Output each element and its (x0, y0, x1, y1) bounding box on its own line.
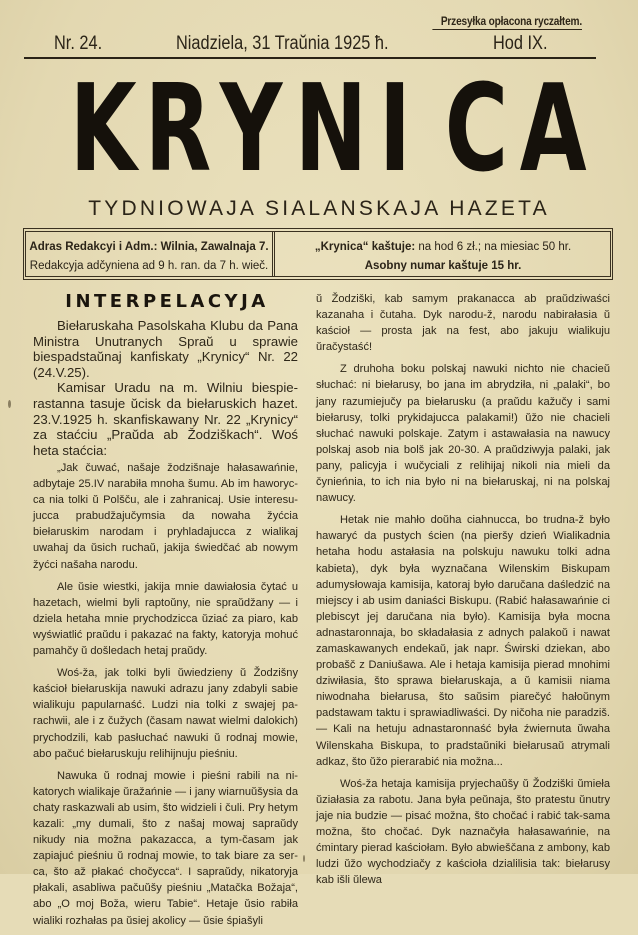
paragraph: Woś-ža hetaja kamisija pryjechaŭšy ŭ Žodziški ŭmieła ŭziałasia za rabotu. Jana była peŭnaja, što pratestu ŭnutry jaje nia budzie — pisać možna, što chočać i rabić tak-sama možna, što chočać. Dyk naznačyła hałasawańnie, na ćmintary pierad kaściołam. Było abwieščana z ambony, kab ludzi ŭžo wychodziačy z kaścioła dzialilisia tak: biełarusy kab išli ŭlewa (316, 777, 610, 887)
info-box (23, 228, 613, 280)
price-label: „Krynica“ kaštuje: (314, 241, 416, 253)
paragraph: Z druhoha boku polskaj nawuki nichto nie chacieŭ słuchać: ni biełarusy, bo jana im abrydziła, ni „palaki“, bo jany razumiejučy pa biełarusku (a praŭdu kažučy i sami biełarusy, tolki prykidajucca palakami!) ŭžo nie chacieli słuchać nawuki polskaje. Zatym i astawałasia na nawucy polskaj asob nia bolš jak 20-30. A praŭdziwyja palaki, jak pany, palicyja i wučyciali z relihijaj nikoli nia mieli da čynieńnia, to ich nia było ni na biełaruskaj, ni na polskaj nawucy. (316, 363, 610, 505)
article-intro (33, 318, 298, 458)
editorial-address: Adras Redakcyi i Adm.: Wilnia, Zawalnaja 7. (29, 241, 269, 253)
title-letter: N (294, 60, 368, 199)
paragraph: Nawuka ŭ rodnaj mowie i pieśni rabili na nikatorych wialikaje ŭražańnie — i jany wiarnuŭšysia da chaty raskazwali ab usim, što widzieli i čuli. Pry hetym kazali: „my dumali, što z našaj mowaj sapraŭdy nikudy nia možna pakazacca, a tym-časam jak zapiajuć pieśniu ŭ rodnaj mowie, to tak biare za serca, što až płakać chočycca“. I sapraŭdy, nikatoryja płakali, asabliwa pačuŭšy pieśniu „Matačka Božaja“, abo „O moj Boža, wieru Tabie“. Hetaje ŭsio rabiła wialiki rozhałas pa ŭsiej akolicy — ŭsie śpiašyli (33, 769, 298, 927)
single-issue-price: Asobny numar kaštuje 15 hr. (364, 260, 522, 272)
office-hours: Redakcyja adčyniena ad 9 h. ran. da 7 h. wieč. (29, 260, 269, 272)
intro-paragraph: Kamisar Uradu na m. Wilniu biespierastanna tasuje ŭcisk da biełaruskich hazet. 23.V.1925 h. skanfiskawany Nr. 22 „Krynicy“ za staćciu „Praŭda ab Žodziškach“. Woś heta staćcia: (33, 380, 298, 458)
paragraph: ŭ Žodziški, kab samym prakanacca ab praŭdziwaści kazanaha i čutaha. Dyk narodu-ž, narodu nabirałasia ŭ kaścioł — prosta jak na fest, abo jakuju wialikuju ŭračystaść! (316, 293, 610, 354)
subscription-info (278, 238, 608, 276)
title-letter: I (378, 60, 412, 199)
dateline (24, 33, 596, 59)
paper-blemish (8, 400, 11, 408)
newspaper-title (60, 60, 587, 199)
title-letter: K (69, 60, 137, 199)
price-text: na hod 6 zł.; na miesiac 50 hr. (415, 241, 572, 253)
paragraph: Ale ŭsie wiestki, jakija mnie dawiałosia čytać u hazetach, wielmi byli raptoŭny, nie spraŭdžany — i dziela hetaha mnie prychodzicca ŭziać za piaro, kab wyświatlić praŭdu i pakazać na fakty, katoryja mohuć pamahčy ŭ došledach hetaj praŭdy. (33, 580, 298, 658)
paragraph: „Jak čuwać, našaje žodzišnaje hałasawańnie, adbytaje 25.IV narabiła mnoha šumu. Ab im haworycca nia tolki ŭ Polšču, ale i zahranicaj. Usie interesujucca prabudžajučymsia da nowaha žyćcia biełaruskim narodam i pryhladajucca z wialikaj uwahaj da ŭsich ruchaŭ, jakija świedčać ab nowym žyćci našaha narodu. (33, 462, 298, 571)
title-letter: C (444, 60, 509, 199)
newspaper-subtitle: TYDNIOWAJA SIALANSKAJA HAZETA (88, 197, 550, 220)
paragraph: Hetak nie mahło doŭha ciahnucca, bo trudna-ž było hawaryć da pustych ścien (na pieršy dzień Wialikadnia hetaha hodu astałasia na polskuju nawuku tolki adna kabieta), dyk była wyznačana Wilenskim Biskupam adumysłowaja kamisija, katoraj było daručana daśledzić na miejscy i ab usim daniaści Biskupu. (Rabić hałasawańnie ci plebiscyt jej daručana nia było). Kamisija była mocna adnastaronnaja, bo składałasia z adnych palakoŭ i nawat zamaskawanych endekaŭ, jak napr. Świrski dziekan, abo probašč z Daniušawa. Ale i hetaja kamisija pierad mnohimi dziwiłasia, što sprawa biełaruskaja, a ŭ kamisii niama niwodnaha biełarusa, što saŭsim piarečyć hałoŭnym padstawam taktu i sprawiadliwaści. Dy ničoha nie paradziš. — Kali na hetuju adnastaronnaść była źwiernuta ŭwaha Wilenskaha Biskupa, to pradstaŭniki biełarusaŭ atrymali adkaz, što ŭžo pierarabić nia možna... (316, 514, 610, 768)
editorial-info (26, 238, 272, 276)
issue-date: Niadziela, 31 Traŭnia 1925 ħ. (176, 33, 389, 54)
postage-note: Przesyłka opłacona ryczałtem. (432, 16, 582, 30)
subscription-price (278, 238, 608, 257)
article-headline: INTERPELACYJA (65, 291, 269, 312)
intro-paragraph: Biełaruskaha Pasolskaha Klubu da Pana Ministra Unutranych Spraŭ u sprawie biespadstaŭnaj kanfiskaty „Krynicy“ Nr. 22 (24.V.25). (33, 318, 298, 380)
paragraph: Woś-ža, jak tolki byli ŭwiedzieny ŭ Žodzišny kaścioł biełaruskija nawuki adrazu jany zdabyli sabie wialikuju papularnaść. Ludzi nia tolki z swajej parachwii, ale i z čužych (časam nawat wielmi dalokich) prychodzili, kab pasłuchać nawuki ŭ rodnaj mowie, abo pačuć biełaruskuju relihijnuju pieśniu. (33, 667, 298, 760)
title-letter: A (519, 60, 587, 199)
title-letter: R (144, 60, 212, 199)
title-letter: Y (219, 60, 283, 199)
info-box-divider (272, 232, 275, 276)
left-column (33, 460, 298, 935)
issue-number: Nr. 24. (54, 33, 103, 54)
paper-blemish (303, 855, 305, 862)
volume-year: Hod IX. (493, 33, 548, 54)
right-column (316, 291, 610, 894)
